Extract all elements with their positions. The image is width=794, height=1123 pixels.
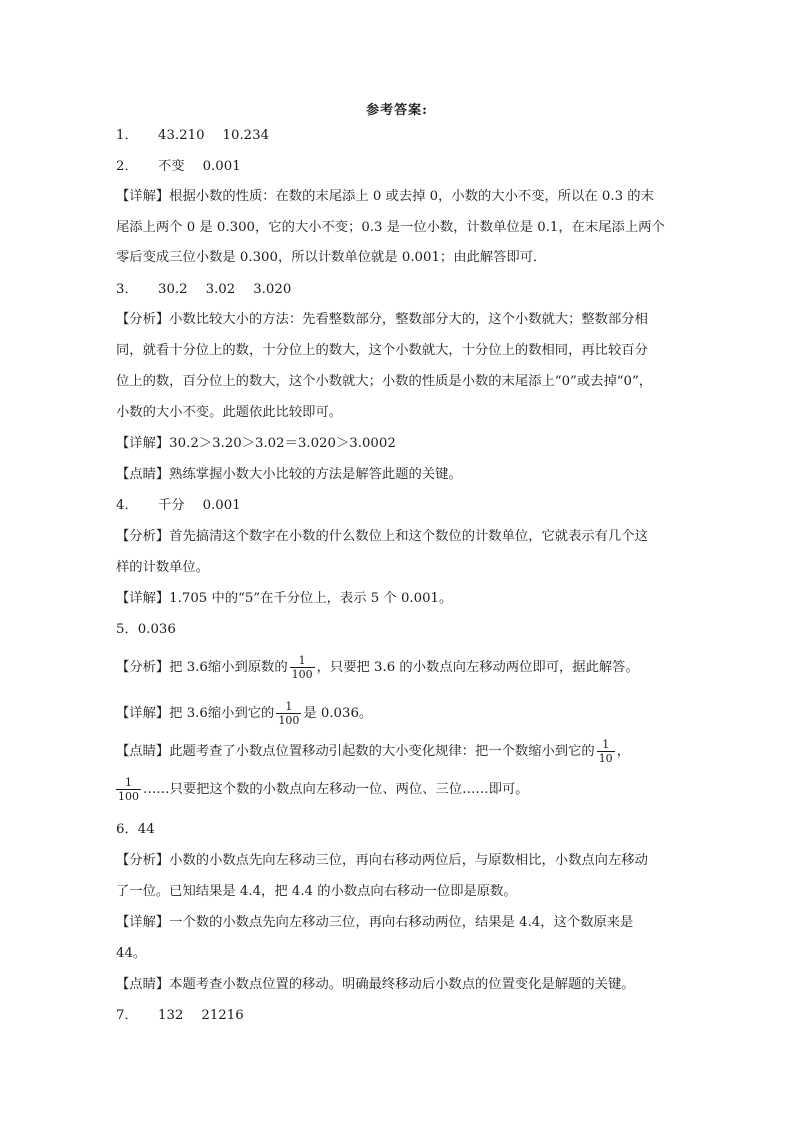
comment-text: ，: [616, 744, 630, 759]
answer-value: 10.234: [222, 128, 270, 143]
detail-line: 【详解】根据小数的性质：在数的末尾添上 0 或去掉 0，小数的大小不变，所以在 0.3 的末: [116, 189, 654, 204]
detail-text: 【详解】把 3.6缩小到它的: [116, 706, 275, 721]
question-number: 7．: [116, 1008, 138, 1023]
fraction-numerator: 1: [602, 738, 610, 751]
answer-1: [116, 127, 686, 145]
comment-line: 【点睛】本题考查小数点位置的移动。明确最终移动后小数点的位置变化是解题的关键。: [116, 977, 635, 992]
analysis-line: 了一位。已知结果是 4.4，把 4.4 的小数点向右移动一位即是原数。: [116, 884, 517, 899]
fraction: [276, 700, 301, 727]
fraction-numerator: 1: [285, 700, 293, 713]
detail-line: 44。: [116, 946, 147, 961]
page-title: 参考答案:: [366, 103, 428, 118]
question-number: 2．: [116, 159, 138, 174]
answer-value: 0.001: [202, 159, 241, 174]
answer-value: 不变: [158, 159, 185, 174]
analysis-line: [116, 654, 686, 681]
analysis-text: ，只要把 3.6 的小数点向左移动两位即可，据此解答。: [316, 660, 639, 675]
answer-value: 43.210: [158, 128, 205, 143]
fraction: [116, 776, 141, 803]
answer-6: 6．44: [116, 822, 155, 837]
answer-value: 21216: [201, 1008, 244, 1023]
detail-text: 是 0.036。: [303, 706, 373, 721]
fraction-denominator: 100: [278, 714, 300, 727]
analysis-text: 【分析】把 3.6缩小到原数的: [116, 660, 288, 675]
fraction: [290, 654, 315, 681]
fraction-denominator: 10: [598, 752, 613, 765]
question-number: 1．: [116, 128, 138, 143]
detail-line: 零后变成三位小数是 0.300，所以计数单位就是 0.001；由此解答即可．: [116, 250, 547, 265]
fraction-denominator: 100: [291, 668, 313, 681]
detail-line: [116, 700, 686, 727]
answer-7: [116, 1007, 686, 1025]
analysis-line: 【分析】首先搞清这个数字在小数的什么数位上和这个数位的计数单位，它就表示有几个这: [116, 529, 648, 544]
answer-3: [116, 281, 686, 299]
analysis-line: 同，就看十分位上的数，十分位上的数大，这个小数就大，十分位上的数相同，再比较百分: [116, 343, 648, 358]
comment-text: ……只要把这个数的小数点向左移动一位、两位、三位……即可。: [143, 782, 529, 797]
detail-line: 【详解】30.2＞3.20＞3.02＝3.020＞3.0002: [116, 436, 396, 451]
fraction-numerator: 1: [125, 776, 132, 789]
detail-line: 【详解】一个数的小数点先向左移动三位，再向右移动两位，结果是 4.4，这个数原来是: [116, 915, 634, 930]
comment-line: [116, 738, 686, 765]
answer-5: 5．0.036: [116, 622, 176, 637]
answer-value: 30.2: [158, 282, 188, 297]
answer-4: [116, 497, 686, 515]
answer-2: [116, 158, 686, 176]
analysis-line: 小数的大小不变。此题依此比较即可。: [116, 405, 343, 420]
analysis-line: 位上的数，百分位上的数大，这个小数就大；小数的性质是小数的末尾添上“0”或去掉“0”，: [116, 374, 653, 389]
detail-line: 【详解】1.705 中的“5”在千分位上，表示 5 个 0.001。: [116, 591, 453, 606]
answer-value: 0.001: [202, 498, 241, 513]
analysis-line: 样的计数单位。: [116, 560, 210, 575]
fraction-numerator: 1: [298, 654, 306, 667]
question-number: 4．: [116, 498, 138, 513]
detail-line: 尾添上两个 0 是 0.300，它的大小不变；0.3 是一位小数，计数单位是 0.1，在末尾添上两个: [116, 220, 665, 235]
answer-value: 132: [158, 1008, 184, 1023]
comment-line: 【点睛】熟练掌握小数大小比较的方法是解答此题的关键。: [116, 467, 462, 482]
comment-text: 【点睛】此题考查了小数点位置移动引起数的大小变化规律：把一个数缩小到它的: [116, 744, 595, 759]
comment-line: [116, 776, 686, 803]
analysis-line: 【分析】小数比较大小的方法：先看整数部分，整数部分大的，这个小数就大；整数部分相: [116, 312, 648, 327]
fraction-denominator: 100: [118, 790, 139, 803]
fraction: [597, 738, 615, 765]
answer-value: 3.020: [253, 282, 292, 297]
analysis-line: 【分析】小数的小数点先向左移动三位，再向右移动两位后，与原数相比，小数点向左移动: [116, 853, 648, 868]
answer-value: 3.02: [205, 282, 236, 297]
question-number: 3．: [116, 282, 138, 297]
answer-value: 千分: [158, 498, 185, 513]
